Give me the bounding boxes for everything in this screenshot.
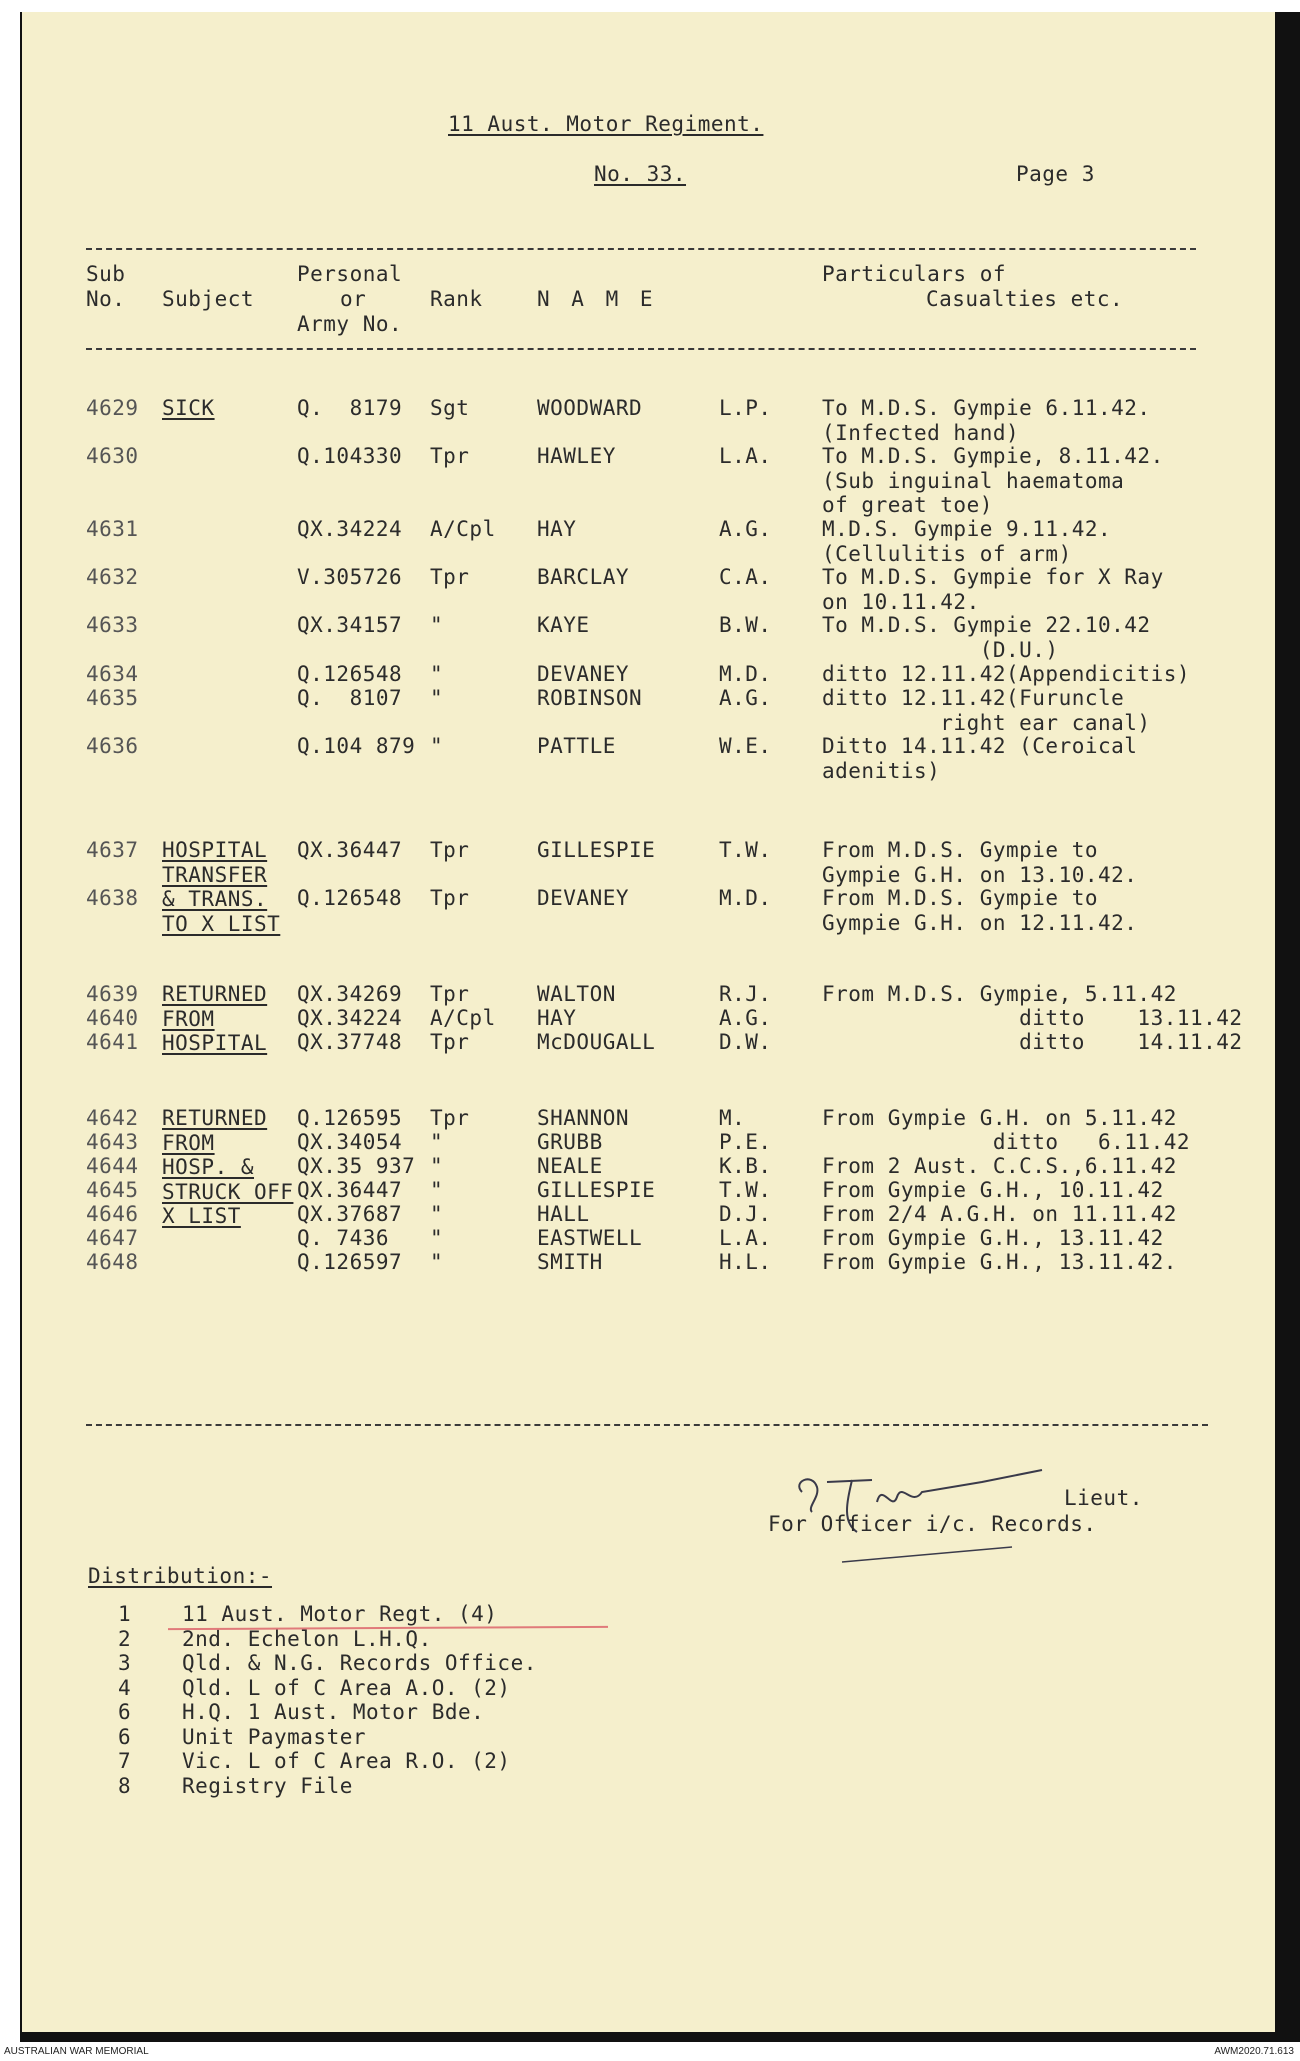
- col-personal-1: Personal: [297, 262, 403, 286]
- casualty-row: [22, 982, 1275, 1006]
- sub-number: 4639: [86, 982, 139, 1006]
- particulars-line: From M.D.S. Gympie, 5.11.42: [822, 982, 1177, 1006]
- initials: M.: [719, 1106, 746, 1130]
- surname: GILLESPIE: [537, 1178, 656, 1202]
- rank: ": [430, 734, 444, 758]
- col-particulars-1: Particulars of: [822, 262, 1007, 286]
- casualty-row: [22, 1006, 1275, 1030]
- distribution-number: 7: [118, 1749, 132, 1773]
- col-personal-2: or: [340, 287, 367, 311]
- distribution-item: H.Q. 1 Aust. Motor Bde.: [182, 1700, 485, 1724]
- group-subject-line: HOSPITAL: [162, 838, 268, 862]
- distribution-number: 1: [118, 1602, 132, 1626]
- army-number: Q.126548: [297, 886, 403, 910]
- casualty-row: [22, 396, 1275, 445]
- initials: H.L.: [719, 1250, 772, 1274]
- distribution-item: Unit Paymaster: [182, 1724, 367, 1749]
- army-number: QX.37687: [297, 1202, 403, 1226]
- initials: P.E.: [719, 1130, 772, 1154]
- particulars-line: Gympie G.H. on 13.10.42.: [822, 862, 1138, 887]
- distribution-number: 4: [118, 1675, 132, 1700]
- sub-number: 4636: [86, 734, 139, 758]
- army-number: Q. 8179: [297, 396, 403, 420]
- group-subject-line: TO X LIST: [162, 911, 281, 936]
- page-number: 3: [1081, 162, 1095, 186]
- particulars-line: ditto 14.11.42: [822, 1030, 1243, 1054]
- army-number: Q.104 879: [297, 734, 416, 758]
- casualty-row: [22, 444, 1275, 517]
- initials: K.B.: [719, 1154, 772, 1178]
- particulars-line: M.D.S. Gympie 9.11.42.: [822, 517, 1112, 541]
- group-subject-line: SICK: [162, 396, 215, 420]
- particulars-line: Gympie G.H. on 12.11.42.: [822, 910, 1138, 935]
- footer-divider: [86, 1424, 1208, 1426]
- casualty-row: [22, 686, 1275, 735]
- group-subject-line: X LIST: [162, 1204, 241, 1228]
- sub-number: 4634: [86, 662, 139, 686]
- initials: T.W.: [719, 1178, 772, 1202]
- particulars-line: (Infected hand): [822, 420, 1020, 445]
- particulars-line: From Gympie G.H., 13.11.42.: [822, 1250, 1177, 1274]
- army-number: QX.34157: [297, 613, 403, 637]
- army-number: QX.34224: [297, 517, 403, 541]
- document-page: [22, 12, 1275, 2032]
- particulars-line: From 2/4 A.G.H. on 11.11.42: [822, 1202, 1177, 1226]
- sub-number: 4629: [86, 396, 139, 420]
- initials: R.J.: [719, 982, 772, 1006]
- rank: A/Cpl: [430, 517, 496, 541]
- surname: KAYE: [537, 613, 590, 637]
- casualty-row: [22, 1202, 1275, 1226]
- distribution-number: 6: [118, 1724, 132, 1749]
- initials: D.W.: [719, 1030, 772, 1054]
- particulars-line: From Gympie G.H., 13.11.42: [822, 1226, 1164, 1250]
- signature-rank: Lieut.: [1064, 1486, 1143, 1510]
- particulars-line: Ditto 14.11.42 (Ceroical: [822, 734, 1138, 758]
- footer-left: AUSTRALIAN WAR MEMORIAL: [4, 2046, 149, 2057]
- sub-number: 4645: [86, 1178, 139, 1202]
- rank: A/Cpl: [430, 1006, 496, 1030]
- casualty-row: [22, 1178, 1275, 1202]
- casualty-row: [22, 1106, 1275, 1130]
- initials: A.G.: [719, 517, 772, 541]
- group-subject-line: & TRANS.: [162, 887, 268, 911]
- distribution-item: Qld. L of C Area A.O. (2): [182, 1675, 511, 1700]
- sub-number: 4632: [86, 565, 139, 589]
- rank: ": [430, 1250, 444, 1274]
- particulars-line: adenitis): [822, 758, 941, 783]
- surname: PATTLE: [537, 734, 616, 758]
- sub-number: 4640: [86, 1006, 139, 1030]
- rank: ": [430, 662, 444, 686]
- distribution-item: 2nd. Echelon L.H.Q.: [182, 1626, 432, 1651]
- group-subject-line: FROM: [162, 1006, 215, 1031]
- document-number: No. 33.: [594, 162, 687, 186]
- col-particulars-2: Casualties etc.: [926, 287, 1124, 311]
- initials: D.J.: [719, 1202, 772, 1226]
- particulars-line: To M.D.S. Gympie 22.10.42: [822, 613, 1151, 637]
- rank: ": [430, 1202, 444, 1226]
- initials: A.G.: [719, 686, 772, 710]
- casualty-row: [22, 613, 1275, 662]
- particulars-line: From 2 Aust. C.C.S.,6.11.42: [822, 1154, 1177, 1178]
- initials: T.W.: [719, 838, 772, 862]
- initials: W.E.: [719, 734, 772, 758]
- group-subject-line: TRANSFER: [162, 862, 268, 887]
- casualty-row: [22, 662, 1275, 686]
- initials: A.G.: [719, 1006, 772, 1030]
- particulars-line: From M.D.S. Gympie to: [822, 838, 1099, 862]
- initials: M.D.: [719, 886, 772, 910]
- rank: Tpr: [430, 982, 470, 1006]
- casualty-row: [22, 1250, 1275, 1274]
- rank: ": [430, 1130, 444, 1154]
- document-title: 11 Aust. Motor Regiment.: [448, 112, 764, 136]
- rank: Tpr: [430, 1030, 470, 1054]
- header-divider-bottom: [86, 348, 1196, 350]
- surname: HAY: [537, 1006, 577, 1030]
- rank: Tpr: [430, 838, 470, 862]
- rank: Tpr: [430, 444, 470, 468]
- surname: HALL: [537, 1202, 590, 1226]
- col-personal-3: Army No.: [297, 312, 403, 336]
- army-number: Q.126595: [297, 1106, 403, 1130]
- particulars-line: From Gympie G.H. on 5.11.42: [822, 1106, 1177, 1130]
- rank: ": [430, 613, 444, 637]
- rank: ": [430, 686, 444, 710]
- surname: BARCLAY: [537, 565, 630, 589]
- sub-number: 4631: [86, 517, 139, 541]
- sub-number: 4648: [86, 1250, 139, 1274]
- particulars-line: (D.U.): [822, 637, 1059, 662]
- initials: C.A.: [719, 565, 772, 589]
- surname: HAWLEY: [537, 444, 616, 468]
- header-divider-top: [86, 248, 1196, 250]
- rank: ": [430, 1178, 444, 1202]
- particulars-line: From M.D.S. Gympie to: [822, 886, 1099, 910]
- rank: Tpr: [430, 886, 470, 910]
- rank: ": [430, 1154, 444, 1178]
- surname: WALTON: [537, 982, 616, 1006]
- sub-number: 4635: [86, 686, 139, 710]
- army-number: Q.126548: [297, 662, 403, 686]
- army-number: QX.34269: [297, 982, 403, 1006]
- particulars-line: on 10.11.42.: [822, 589, 980, 614]
- sub-number: 4644: [86, 1154, 139, 1178]
- footer-right: AWM2020.71.613: [1214, 2046, 1294, 2057]
- distribution-title: Distribution:-: [88, 1564, 273, 1588]
- army-number: QX.34224: [297, 1006, 403, 1030]
- page-label-text: Page: [1016, 162, 1069, 186]
- army-number: V.305726: [297, 565, 403, 589]
- initials: L.P.: [719, 396, 772, 420]
- rank: Tpr: [430, 565, 470, 589]
- surname: DEVANEY: [537, 662, 630, 686]
- particulars-line: (Cellulitis of arm): [822, 541, 1072, 566]
- sub-number: 4641: [86, 1030, 139, 1054]
- col-sub-2: No.: [86, 287, 126, 311]
- surname: HAY: [537, 517, 577, 541]
- casualty-row: [22, 517, 1275, 566]
- army-number: Q. 8107: [297, 686, 403, 710]
- group-subject-line: RETURNED: [162, 1106, 268, 1130]
- surname: SMITH: [537, 1250, 603, 1274]
- particulars-line: of great toe): [822, 493, 993, 517]
- group-subject-line: RETURNED: [162, 982, 268, 1006]
- distribution-item: Vic. L of C Area R.O. (2): [182, 1749, 511, 1773]
- army-number: QX.37748: [297, 1030, 403, 1054]
- surname: DEVANEY: [537, 886, 630, 910]
- army-number: QX.36447: [297, 1178, 403, 1202]
- signature-line: For Officer i/c. Records.: [768, 1512, 1097, 1536]
- initials: L.A.: [719, 1226, 772, 1250]
- army-number: QX.35 937: [297, 1154, 416, 1178]
- distribution-number: 6: [118, 1700, 132, 1724]
- particulars-line: ditto 12.11.42(Appendicitis): [822, 662, 1191, 686]
- col-rank: Rank: [430, 287, 483, 311]
- col-sub-1: Sub: [86, 262, 126, 286]
- sub-number: 4643: [86, 1130, 139, 1154]
- particulars-line: ditto 6.11.42: [822, 1130, 1191, 1154]
- distribution-number: 8: [118, 1773, 132, 1798]
- particulars-line: To M.D.S. Gympie 6.11.42.: [822, 396, 1151, 420]
- distribution-item: 11 Aust. Motor Regt. (4): [182, 1602, 498, 1626]
- sub-number: 4633: [86, 613, 139, 637]
- group-subject-line: FROM: [162, 1130, 215, 1155]
- col-subject: Subject: [162, 287, 255, 311]
- group-subject-line: STRUCK OFF: [162, 1179, 294, 1204]
- group-subject-line: HOSPITAL: [162, 1031, 268, 1055]
- surname: WOODWARD: [537, 396, 643, 420]
- casualty-row: [22, 1130, 1275, 1154]
- initials: B.W.: [719, 613, 772, 637]
- surname: NEALE: [537, 1154, 603, 1178]
- casualty-row: [22, 1030, 1275, 1054]
- surname: ROBINSON: [537, 686, 643, 710]
- distribution-number: 2: [118, 1626, 132, 1651]
- surname: McDOUGALL: [537, 1030, 656, 1054]
- rank: Sgt: [430, 396, 470, 420]
- particulars-line: From Gympie G.H., 10.11.42: [822, 1178, 1164, 1202]
- army-number: Q. 7436: [297, 1226, 390, 1250]
- particulars-line: ditto 13.11.42: [822, 1006, 1243, 1030]
- sub-number: 4638: [86, 886, 139, 910]
- distribution-item: Registry File: [182, 1773, 353, 1798]
- surname: GILLESPIE: [537, 838, 656, 862]
- army-number: Q.126597: [297, 1250, 403, 1274]
- sub-number: 4646: [86, 1202, 139, 1226]
- casualty-row: [22, 565, 1275, 614]
- sub-number: 4637: [86, 838, 139, 862]
- rank: ": [430, 1226, 444, 1250]
- rank: Tpr: [430, 1106, 470, 1130]
- particulars-line: To M.D.S. Gympie for X Ray: [822, 565, 1164, 589]
- distribution-item: Qld. & N.G. Records Office.: [182, 1651, 537, 1675]
- particulars-line: right ear canal): [822, 710, 1151, 735]
- surname: SHANNON: [537, 1106, 630, 1130]
- surname: GRUBB: [537, 1130, 603, 1154]
- particulars-line: (Sub inguinal haematoma: [822, 468, 1125, 493]
- sub-number: 4642: [86, 1106, 139, 1130]
- army-number: Q.104330: [297, 444, 403, 468]
- page-label: [1016, 162, 1095, 186]
- army-number: QX.34054: [297, 1130, 403, 1154]
- initials: L.A.: [719, 444, 772, 468]
- army-number: QX.36447: [297, 838, 403, 862]
- sub-number: 4647: [86, 1226, 139, 1250]
- casualty-row: [22, 734, 1275, 783]
- sub-number: 4630: [86, 444, 139, 468]
- distribution-number: 3: [118, 1651, 132, 1675]
- particulars-line: ditto 12.11.42(Furuncle: [822, 686, 1125, 710]
- initials: M.D.: [719, 662, 772, 686]
- col-name: N A M E: [537, 287, 654, 311]
- archive-footer: [0, 2044, 1300, 2061]
- casualty-row: [22, 1154, 1275, 1178]
- casualty-row: [22, 1226, 1275, 1250]
- group-subject-line: HOSP. &: [162, 1155, 255, 1179]
- particulars-line: To M.D.S. Gympie, 8.11.42.: [822, 444, 1164, 468]
- surname: EASTWELL: [537, 1226, 643, 1250]
